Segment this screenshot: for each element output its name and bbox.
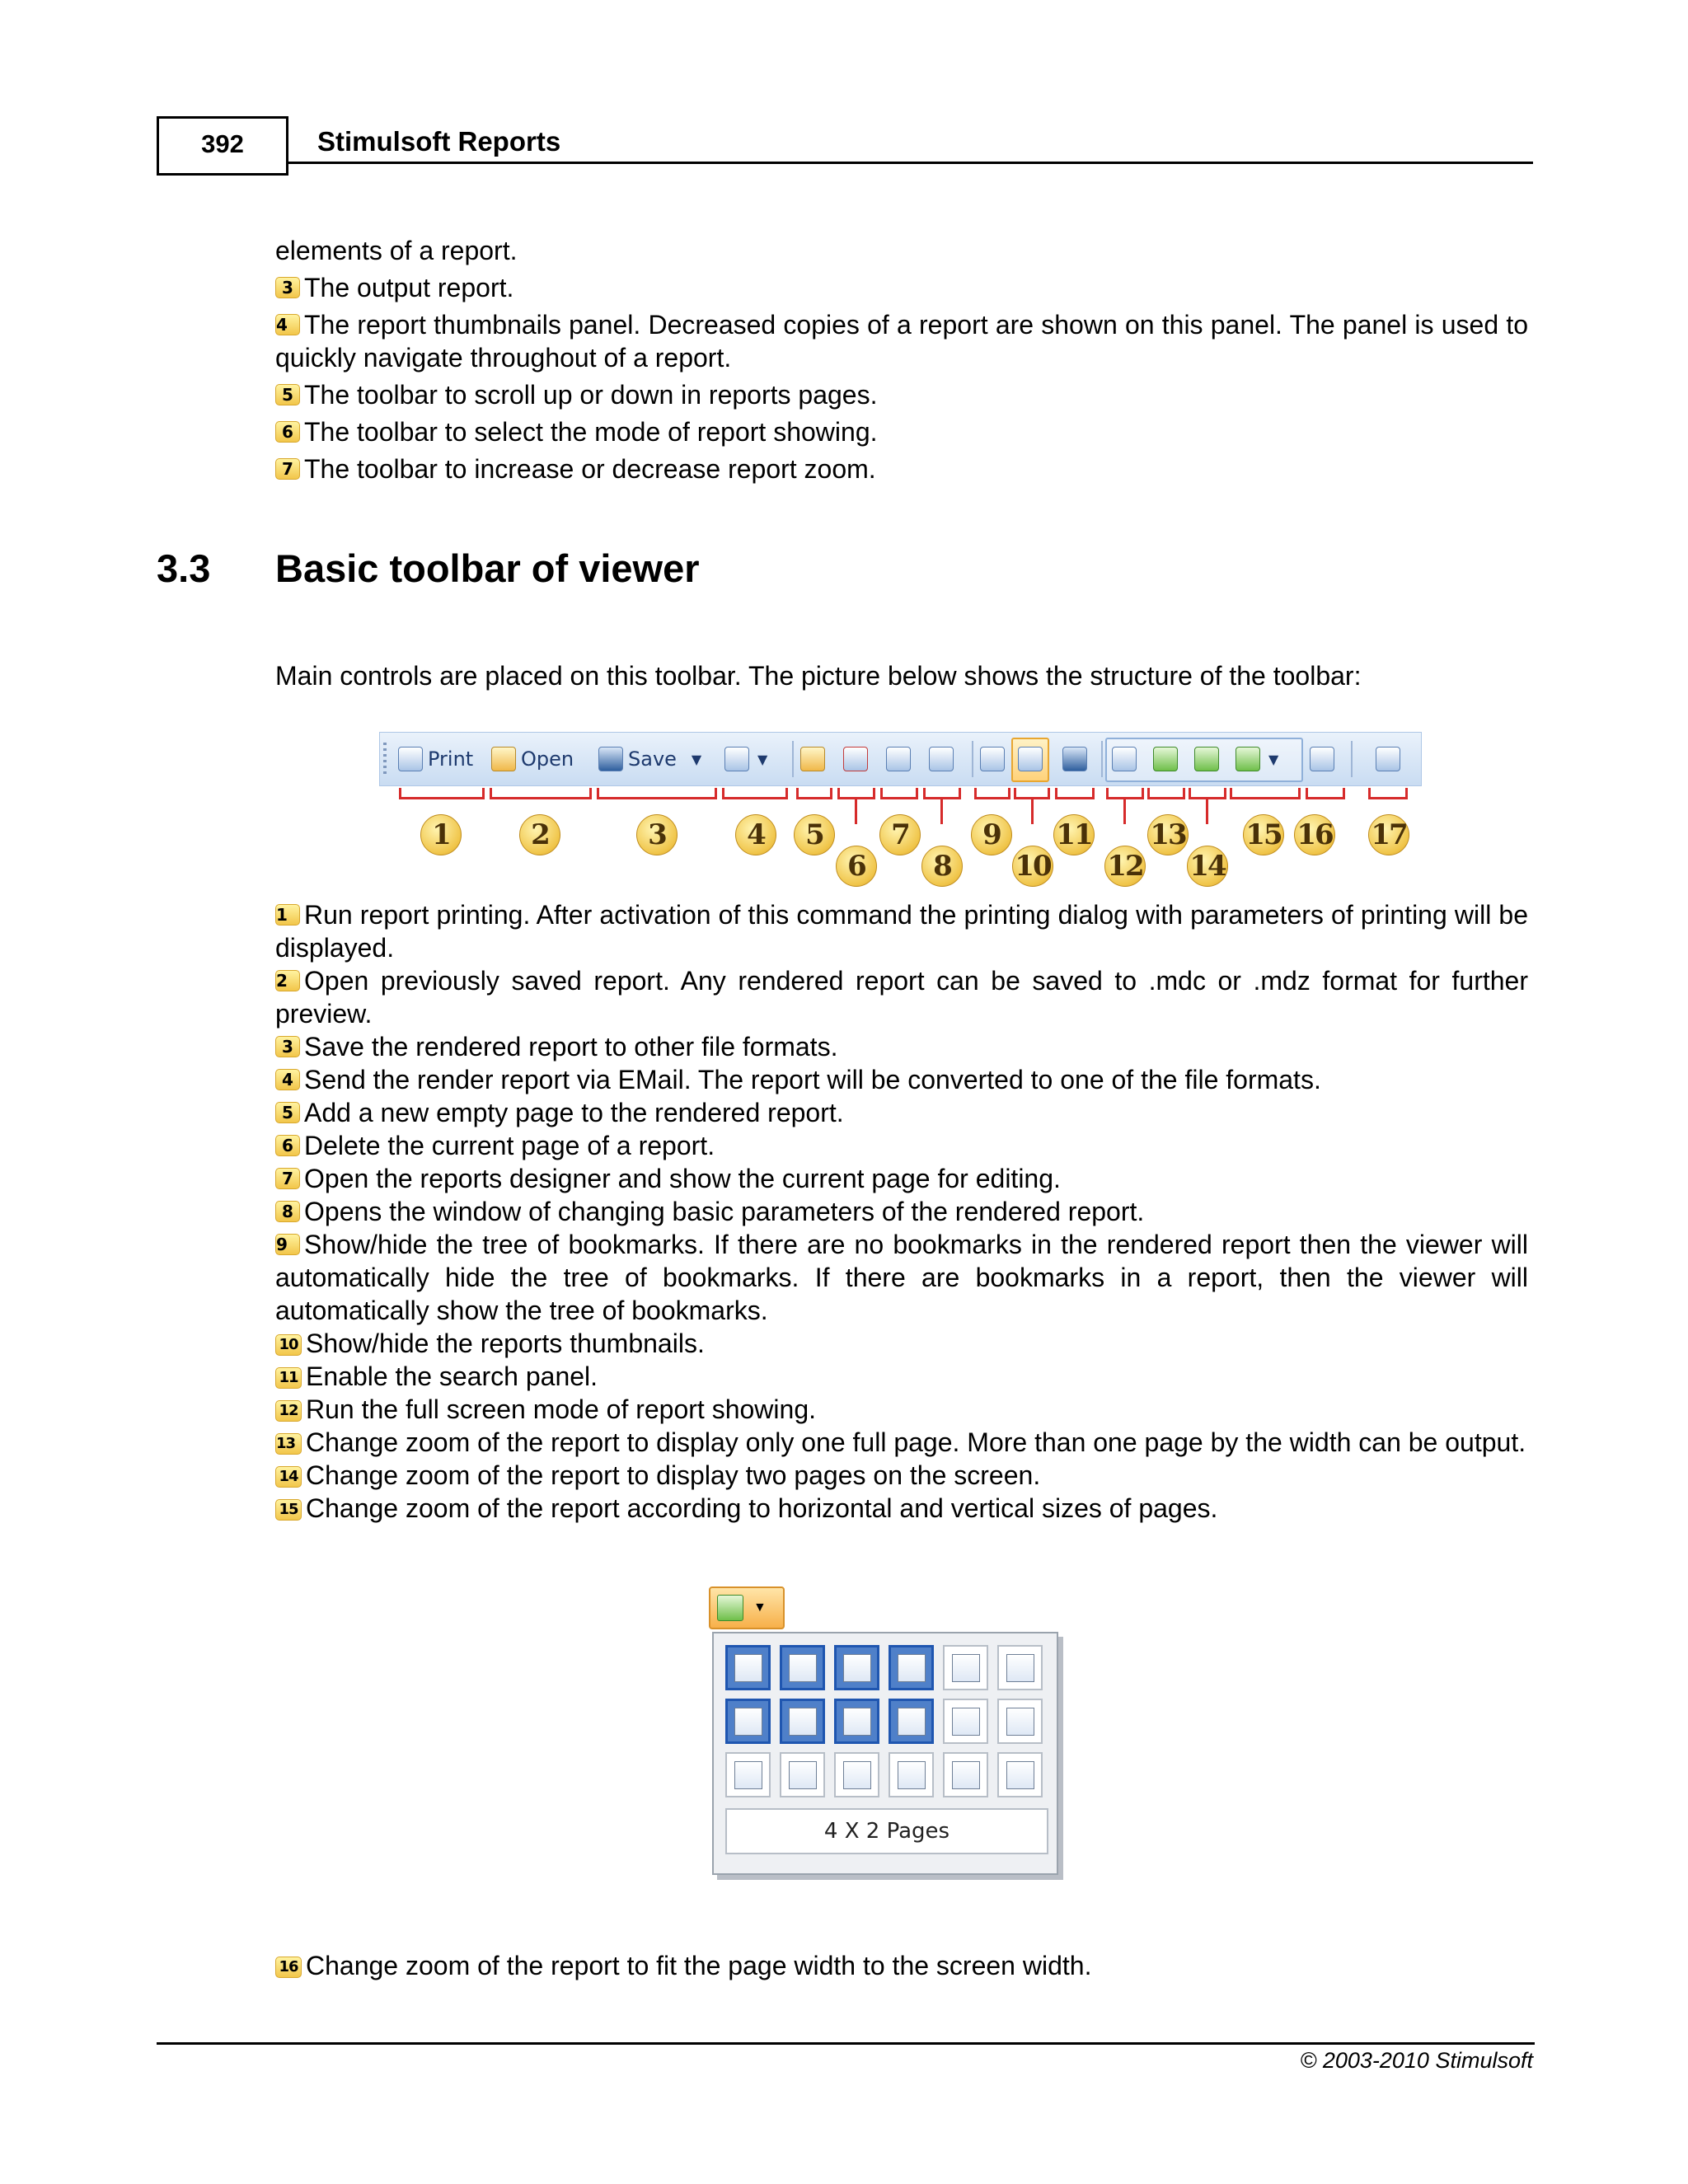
mail-icon: [724, 747, 749, 771]
callout-bracket: [1147, 788, 1185, 799]
page-setup-icon: [929, 747, 954, 771]
send-email-button[interactable]: [724, 743, 767, 776]
callout-bracket: [880, 788, 918, 799]
number-badge: 6: [275, 421, 300, 443]
callout-number: 10: [1012, 846, 1053, 887]
callout-bracket: [1230, 788, 1301, 799]
save-label: Save: [628, 748, 677, 771]
callout-number: 12: [1104, 846, 1146, 887]
number-badge: 10: [275, 1334, 302, 1356]
intro-block: [275, 234, 1528, 485]
two-pages-button[interactable]: [1194, 743, 1224, 776]
list-item-text: Delete the current page of a report.: [304, 1131, 715, 1160]
list-item: [275, 1393, 1528, 1426]
list-item: [275, 1949, 1528, 1982]
page-icon: [734, 1654, 762, 1682]
search-button[interactable]: [1062, 743, 1092, 776]
page-grid-cell[interactable]: [725, 1645, 771, 1690]
multiple-pages-dropdown-button[interactable]: [709, 1586, 785, 1629]
page-icon: [898, 1654, 926, 1682]
list-item: [275, 378, 1528, 411]
callout-stem: [1031, 799, 1034, 824]
list-item-text: Opens the window of changing basic parameters of the rendered report.: [304, 1197, 1145, 1226]
callout-number: 4: [735, 814, 776, 855]
list-item: [275, 1195, 1528, 1228]
full-screen-icon: [1112, 747, 1137, 771]
number-badge: 11: [275, 1367, 302, 1389]
callout-number: 2: [519, 814, 560, 855]
list-item: [275, 1228, 1528, 1327]
intro-line: elements of a report.: [275, 236, 518, 265]
footer-copyright: © 2003-2010 Stimulsoft: [1300, 2048, 1533, 2073]
multiple-pages-icon: [717, 1595, 743, 1621]
list-item: [275, 452, 1528, 485]
page-width-button[interactable]: [1310, 743, 1339, 776]
page-grid-cell[interactable]: [725, 1752, 771, 1797]
list-item: [275, 1063, 1528, 1096]
number-badge: 4: [275, 314, 300, 335]
list-item-text: Change zoom of the report to display only one full page. More than one page by the width can be output.: [306, 1427, 1526, 1457]
list-item-text: Open the reports designer and show the current page for editing.: [304, 1164, 1061, 1193]
page-icon: [898, 1761, 926, 1789]
page-grid-cell[interactable]: [834, 1699, 879, 1744]
list-item: [275, 415, 1528, 448]
callout-number: 13: [1147, 814, 1189, 855]
number-badge: 7: [275, 458, 300, 480]
list-item: [275, 1162, 1528, 1195]
list-item-text: Change zoom of the report according to horizontal and vertical sizes of pages.: [306, 1493, 1218, 1523]
number-badge: 3: [275, 277, 300, 298]
list-item-text: Run report printing. After activation of this command the printing dialog with parameters of printing will be displayed.: [275, 900, 1528, 963]
list-item-text: The report thumbnails panel. Decreased copies of a report are shown on this panel. The panel is used to quickly navigate throughout of a report.: [275, 310, 1528, 373]
pages-grid-popup: [712, 1632, 1058, 1875]
binoculars-icon: [1062, 747, 1087, 771]
page-grid-cell[interactable]: [834, 1752, 879, 1797]
page-icon: [1006, 1708, 1034, 1736]
callout-bracket: [490, 788, 592, 799]
lead-paragraph: Main controls are placed on this toolbar. The picture below shows the structure of the toolbar:: [275, 661, 1362, 691]
number-badge: 4: [275, 1069, 300, 1090]
pages-grid: [725, 1645, 1048, 1797]
list-item: [275, 1030, 1528, 1063]
callout-bracket: [1106, 788, 1144, 799]
callout-number: 11: [1053, 814, 1095, 855]
page-number: 392: [201, 129, 244, 158]
pencil-icon: [886, 747, 911, 771]
view-mode-icon: [1376, 747, 1400, 771]
chevron-down-icon: ▼: [1268, 751, 1279, 767]
number-badge: 16: [275, 1957, 302, 1978]
list-item: [275, 271, 1528, 304]
list-item: [275, 1426, 1528, 1459]
page-icon: [734, 1761, 762, 1789]
callout-bracket: [597, 788, 717, 799]
number-badge: 14: [275, 1466, 302, 1488]
page-grid-cell[interactable]: [834, 1645, 879, 1690]
callout-bracket: [923, 788, 961, 799]
callout-bracket: [1368, 788, 1408, 799]
thumbnails-button[interactable]: [1018, 743, 1048, 776]
callout-number: 9: [971, 814, 1012, 855]
list-item-text: Change zoom of the report to fit the page width to the screen width.: [306, 1951, 1092, 1980]
page-icon: [734, 1708, 762, 1736]
bookmarks-button[interactable]: [980, 743, 1010, 776]
header-rule: [288, 162, 1533, 164]
page-icon: [843, 1761, 871, 1789]
toolbar-separator: [792, 741, 794, 777]
page-grid-cell[interactable]: [780, 1752, 825, 1797]
callout-number: 8: [921, 846, 963, 887]
callout-number: 6: [836, 846, 877, 887]
number-badge: 2: [275, 970, 300, 991]
number-badge: 5: [275, 1102, 300, 1123]
number-badge: 9: [275, 1234, 300, 1255]
save-button[interactable]: [598, 743, 701, 776]
list-item-text: Add a new empty page to the rendered report.: [304, 1098, 844, 1127]
list-item-text: The output report.: [304, 273, 514, 302]
callout-number: 17: [1368, 814, 1409, 855]
toolbar-grip: [383, 743, 387, 776]
list-item-text: Send the render report via EMail. The report will be converted to one of the file formats.: [304, 1065, 1321, 1094]
print-button[interactable]: [398, 743, 473, 776]
page-grid-cell[interactable]: [997, 1699, 1043, 1744]
callout-stem: [1206, 799, 1208, 824]
multiple-pages-figure: [709, 1586, 1063, 1883]
toolbar-separator: [1351, 741, 1353, 777]
page-icon: [1006, 1761, 1034, 1789]
list-item: [275, 1459, 1528, 1492]
number-badge: 6: [275, 1135, 300, 1156]
number-badge: 7: [275, 1168, 300, 1189]
callout-bracket: [1014, 788, 1050, 799]
number-badge: 8: [275, 1201, 300, 1222]
callout-stem: [1123, 799, 1126, 824]
list-item: [275, 1492, 1528, 1525]
list-item-text: Change zoom of the report to display two pages on the screen.: [306, 1460, 1041, 1490]
print-label: Print: [428, 748, 474, 771]
callout-number: 1: [420, 814, 462, 855]
page-grid-cell[interactable]: [889, 1699, 934, 1744]
list-item: [275, 1360, 1528, 1393]
view-mode-button[interactable]: [1376, 743, 1405, 776]
toolbar-descriptions: [275, 898, 1528, 1525]
floppy-icon: [598, 747, 623, 771]
viewer-toolbar: [379, 732, 1422, 786]
number-badge: 5: [275, 384, 300, 405]
one-page-icon: [1153, 747, 1178, 771]
number-badge: 13: [275, 1433, 302, 1455]
callout-number: 3: [636, 814, 678, 855]
callout-bracket: [1306, 788, 1345, 799]
chevron-down-icon: ▼: [757, 751, 768, 767]
page-grid-cell[interactable]: [997, 1645, 1043, 1690]
list-item-text: The toolbar to scroll up or down in reports pages.: [304, 380, 878, 410]
list-item: [275, 1129, 1528, 1162]
callout-bracket: [974, 788, 1010, 799]
section-number: 3.3: [157, 546, 211, 590]
list-item: [275, 898, 1528, 964]
page-icon: [789, 1654, 817, 1682]
two-pages-icon: [1194, 747, 1219, 771]
callout-bracket: [796, 788, 832, 799]
callout-bracket: [1189, 788, 1226, 799]
list-item-text: Show/hide the tree of bookmarks. If there are no bookmarks in the rendered report then the viewer will automatically hide the tree of bookmarks. If there are bookmarks in a report, then the viewer will automatically show the tree of bookmarks.: [275, 1230, 1528, 1325]
list-item-text: Open previously saved report. Any rendered report can be saved to .mdc or .mdz format for further preview.: [275, 966, 1528, 1029]
list-item: [275, 1096, 1528, 1129]
callout-bracket: [837, 788, 875, 799]
delete-page-icon: [843, 747, 868, 771]
list-item: [275, 308, 1528, 374]
page-grid-cell[interactable]: [780, 1699, 825, 1744]
add-page-button[interactable]: [800, 743, 830, 776]
list-item: [275, 964, 1528, 1030]
callout-stem: [855, 799, 857, 824]
page-grid-cell[interactable]: [780, 1645, 825, 1690]
page-icon: [1006, 1654, 1034, 1682]
page-grid-cell[interactable]: [889, 1645, 934, 1690]
callout-number: 7: [879, 814, 921, 855]
multiple-pages-button[interactable]: [1236, 743, 1278, 776]
page-grid-cell[interactable]: [943, 1699, 988, 1744]
header-title: Stimulsoft Reports: [317, 126, 561, 157]
number-badge: 12: [275, 1400, 302, 1422]
number-badge: 3: [275, 1036, 300, 1057]
thumbnails-icon: [1018, 747, 1043, 771]
new-page-icon: [800, 747, 825, 771]
one-page-button[interactable]: [1153, 743, 1183, 776]
callout-number: 16: [1294, 814, 1335, 855]
toolbar-separator: [1101, 741, 1103, 777]
chevron-down-icon: ▼: [753, 1601, 767, 1615]
page-icon: [789, 1761, 817, 1789]
open-button[interactable]: [491, 743, 574, 776]
page-icon: [789, 1708, 817, 1736]
multiple-pages-icon: [1236, 747, 1260, 771]
page-setup-button[interactable]: [929, 743, 959, 776]
full-screen-button[interactable]: [1112, 743, 1142, 776]
folder-icon: [491, 747, 516, 771]
page-grid-cell[interactable]: [943, 1752, 988, 1797]
callout-stem: [940, 799, 943, 824]
callout-bracket: [1055, 788, 1095, 799]
list-item-text: Save the rendered report to other file formats.: [304, 1032, 838, 1062]
page-icon: [952, 1654, 980, 1682]
toolbar-separator: [972, 741, 973, 777]
section-title: Basic toolbar of viewer: [275, 546, 700, 590]
delete-page-button[interactable]: [843, 743, 873, 776]
callout-number: 5: [794, 814, 835, 855]
callout-bracket: [722, 788, 788, 799]
page-icon: [952, 1708, 980, 1736]
list-item-text: Show/hide the reports thumbnails.: [306, 1329, 705, 1358]
pages-selection-label: 4 X 2 Pages: [725, 1808, 1048, 1854]
page-grid-cell[interactable]: [997, 1752, 1043, 1797]
page-icon: [898, 1708, 926, 1736]
list-item-text: Enable the search panel.: [306, 1361, 598, 1391]
edit-page-button[interactable]: [886, 743, 916, 776]
callout-number: 15: [1243, 814, 1284, 855]
footer-rule: [157, 2042, 1535, 2045]
printer-icon: [398, 747, 423, 771]
list-item-text: The toolbar to increase or decrease report zoom.: [304, 454, 876, 484]
list-item-text: Run the full screen mode of report showing.: [306, 1394, 816, 1424]
page-grid-cell[interactable]: [943, 1645, 988, 1690]
toolbar-figure: [379, 732, 1422, 893]
open-label: Open: [521, 748, 574, 771]
page-icon: [843, 1654, 871, 1682]
page-grid-cell[interactable]: [889, 1752, 934, 1797]
number-badge: 1: [275, 904, 300, 926]
page-icon: [952, 1761, 980, 1789]
page-grid-cell[interactable]: [725, 1699, 771, 1744]
callout-bracket: [399, 788, 485, 799]
page-icon: [843, 1708, 871, 1736]
list-item-text: The toolbar to select the mode of report showing.: [304, 417, 878, 447]
bookmarks-icon: [980, 747, 1005, 771]
page-width-icon: [1310, 747, 1334, 771]
chevron-down-icon: ▼: [691, 751, 702, 767]
list-item: [275, 1327, 1528, 1360]
callout-number: 14: [1187, 846, 1228, 887]
number-badge: 15: [275, 1499, 302, 1521]
